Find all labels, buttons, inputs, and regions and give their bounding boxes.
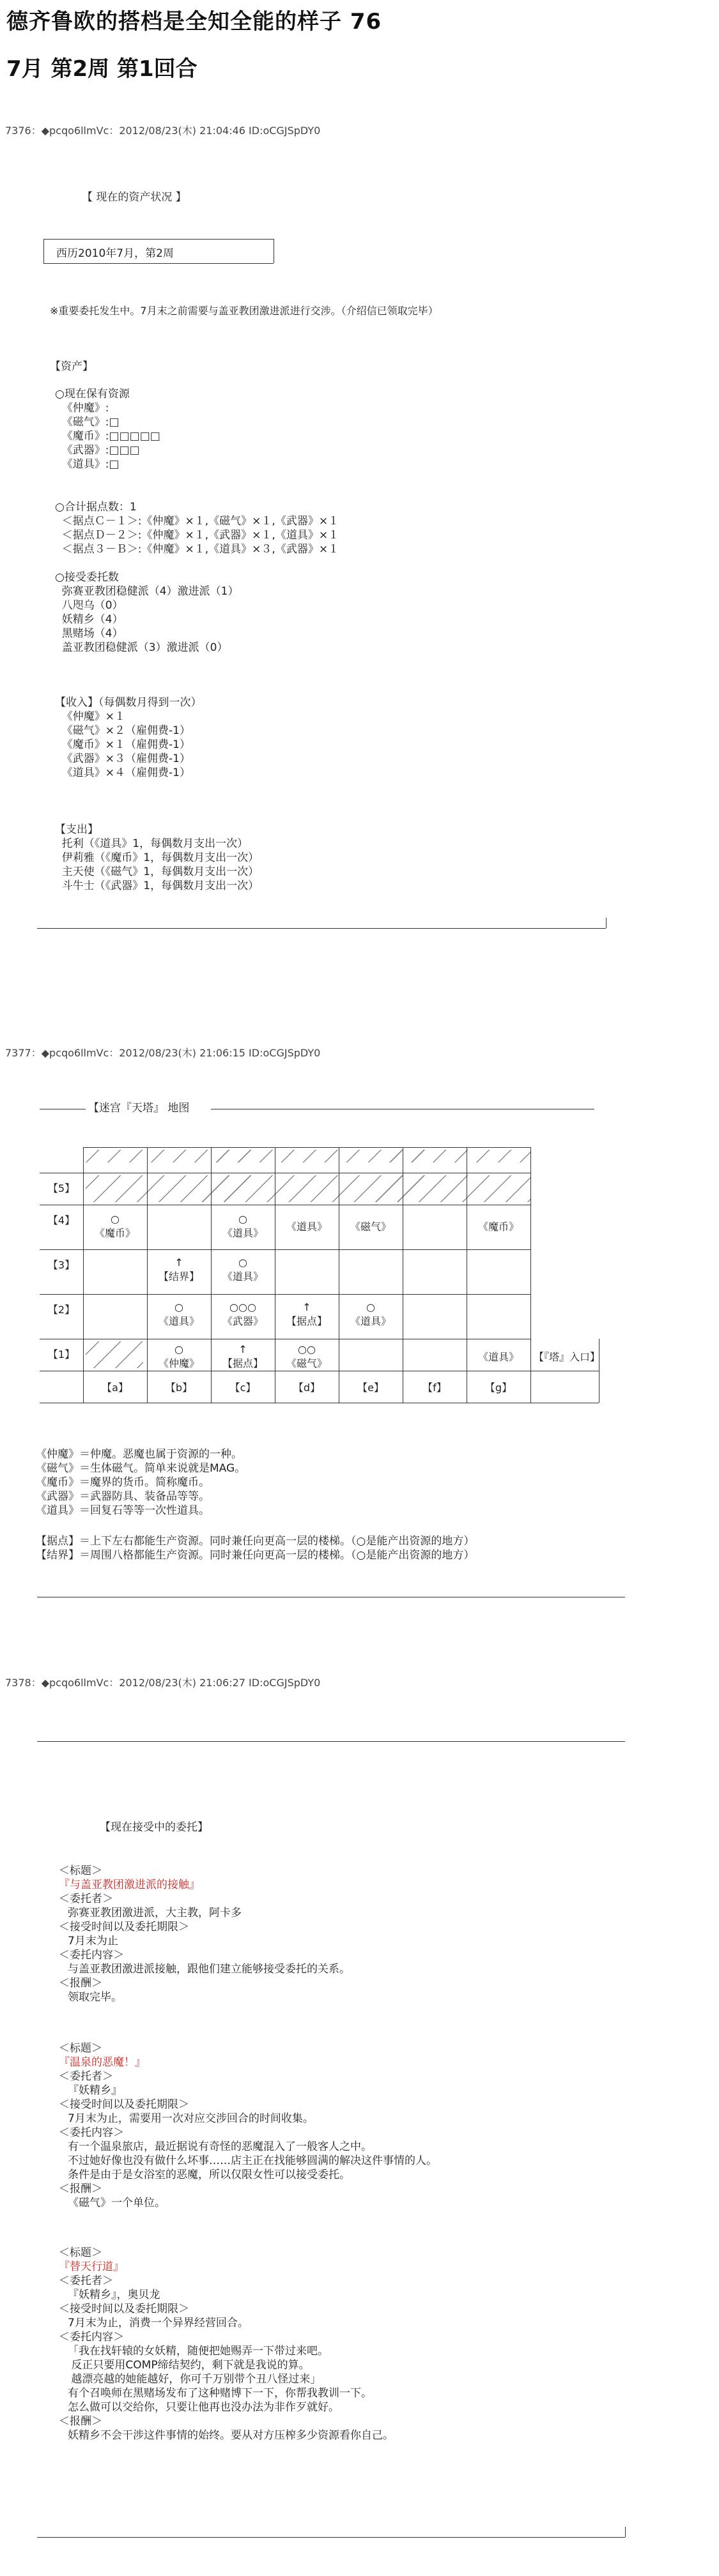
list-item: 《武器》×３（雇佣费-1）: [55, 752, 191, 765]
list-item: 弥赛亚教团稳健派（4）激进派（1）: [55, 585, 239, 598]
grid-line: [83, 1147, 530, 1148]
field-label: ＜标题＞: [59, 2042, 102, 2055]
field-label: ＜委托内容＞: [59, 1949, 124, 1962]
request-deadline: 7月末为止，消费一个异界经营回合。: [68, 2317, 249, 2329]
asset-heading: 【 现在的资产状况 】: [82, 191, 187, 204]
col-label: 【d】: [293, 1382, 321, 1394]
legend-item: 《磁气》＝生体磁气。简单来说就是MAG。: [36, 1462, 246, 1475]
map-cell: ○ 《仲魔》: [158, 1343, 199, 1369]
request-card: [59, 1864, 350, 2004]
notice-text: ※重要委托发生中。7月末之前需要与盖亚教团激进派进行交涉。（介绍信已领取完毕）: [50, 305, 438, 317]
legend-list: [36, 1447, 245, 1518]
list-item: 《仲魔》×１: [55, 710, 126, 723]
row-label: 【1】: [47, 1348, 75, 1360]
map-title: 【迷宫『天塔』 地图: [88, 1102, 190, 1115]
col-label: 【f】: [422, 1382, 447, 1394]
field-label: ＜委托内容＞: [59, 2331, 124, 2344]
request-title: 『替天行道』: [59, 2260, 124, 2273]
list-item: 黑赌场（4）: [55, 627, 123, 640]
income-list: [55, 696, 202, 780]
map-cell: 《磁气》: [350, 1221, 391, 1233]
map-cell: ○ 《道具》: [350, 1301, 391, 1327]
grid-line: [530, 1147, 531, 1403]
legend-item: 《魔币》＝魔界的货币。简称魔币。: [36, 1476, 210, 1489]
request-reward: 妖精乡不会干涉这件事情的始终。要从对方压榨多少资源看你自己。: [68, 2429, 394, 2442]
list-item: 托利（《道具》1，每偶数月支出一次）: [55, 837, 249, 850]
map-cell: 《道具》: [477, 1351, 519, 1363]
map-cell: ○ 《魔币》: [94, 1213, 135, 1239]
list-item: 《道具》:□: [55, 458, 120, 471]
legend-item: 《武器》＝武器防具、装备品等等。: [36, 1490, 210, 1503]
hatch-row5: [86, 1175, 530, 1202]
map-cell: 《道具》: [286, 1221, 327, 1233]
request-deadline: 7月末为止，需要用一次对应交涉回合的时间收集。: [68, 2112, 314, 2125]
list-item: ＜据点Ｃ－１＞:《仲魔》×１,《磁气》×１,《武器》×１: [55, 515, 339, 528]
request-reward: 领取完毕。: [68, 1991, 122, 2004]
request-content: 有一个温泉旅店，最近据说有奇怪的恶魔混入了一般客人之中。: [68, 2140, 372, 2153]
list-item: 《道具》×４（雇佣费-1）: [55, 766, 191, 779]
divider: [625, 2527, 626, 2537]
list-item: 《磁气》×２（雇佣费-1）: [55, 724, 191, 737]
request-content: 越漂亮越的她能越好，你可千万别带个丑八怪过来」: [68, 2373, 321, 2386]
col-label: 【e】: [357, 1382, 384, 1394]
post-meta: 7378：◆pcqo6llmVc：2012/08/23(木) 21:06:27 ID:oCGJSpDY0: [5, 1677, 321, 1689]
map-cell: ○ 《道具》: [222, 1213, 263, 1239]
divider: [43, 263, 274, 264]
legend-item: 【结界】＝周围八格都能生产资源。同时兼任向更高一层的楼梯。（○是能产出资源的地方）: [36, 1549, 475, 1562]
row-label: 【3】: [47, 1259, 75, 1271]
map-cell: ○ 《道具》: [158, 1301, 199, 1327]
date-label: 西历2010年7月，第2周: [56, 247, 174, 260]
grid-line: [40, 1294, 530, 1295]
list-item: ○合计据点数：1: [55, 501, 137, 514]
request-deadline: 7月末为止: [68, 1935, 118, 1947]
divider: [37, 2537, 625, 2538]
map-cell: ↑ 【结界】: [158, 1256, 199, 1283]
divider: [43, 239, 274, 240]
divider: [37, 1741, 625, 1742]
holdings-list: [55, 387, 160, 471]
map-cell: 《魔币》: [477, 1221, 519, 1233]
request-content: 有个召唤师在黑赌场发布了这种赌博下一下，你帮我教训一下。: [68, 2387, 372, 2400]
tower-entrance: 【『塔』入口】: [533, 1351, 600, 1363]
field-label: ＜报酬＞: [59, 2183, 102, 2195]
legend-item: 《仲魔》＝仲魔。恶魔也属于资源的一种。: [36, 1448, 242, 1461]
request-title: 『与盖亚教团激进派的接触』: [59, 1879, 200, 1891]
request-content: 「我在找轩辕的女妖精，随便把她赐弄一下带过来吧。: [68, 2345, 329, 2358]
list-item: 《魔币》:□□□□□: [55, 430, 160, 443]
list-item: ○接受委托数: [55, 571, 119, 584]
col-label: 【a】: [102, 1382, 128, 1394]
field-label: ＜报酬＞: [59, 1977, 102, 1990]
field-label: ＜报酬＞: [59, 2415, 102, 2428]
request-card: [59, 2041, 437, 2210]
field-label: ＜委托者＞: [59, 2070, 113, 2083]
list-item: 斗牛士（《武器》1，每偶数月支出一次）: [55, 880, 259, 892]
request-content: 与盖亚教团激进派接触，跟他们建立能够接受委托的关系。: [68, 1963, 350, 1976]
grid-line: [40, 1249, 530, 1250]
list-item: 《武器》:□□□: [55, 444, 140, 457]
list-item: 【收入】（每偶数月得到一次）: [55, 696, 202, 709]
request-content: 反正只要用COMP缔结契约，剩下就是我说的算。: [68, 2359, 310, 2372]
expense-list: [55, 823, 259, 893]
list-item: 《仲魔》:: [55, 402, 109, 415]
map-cell: ↑ 【据点】: [286, 1301, 327, 1327]
list-item: 《魔币》×１（雇佣费-1）: [55, 738, 191, 751]
legend-list: [36, 1534, 474, 1562]
request-reward: 《磁气》一个单位。: [68, 2197, 166, 2209]
list-item: 主天使（《磁气》1，每偶数月支出一次）: [55, 865, 259, 878]
field-label: ＜接受时间以及委托期限＞: [59, 1921, 189, 1933]
page-title: 德齐鲁欧的搭档是全知全能的样子 76: [6, 9, 382, 34]
post-meta: 7377：◆pcqo6llmVc：2012/08/23(木) 21:06:15 ID:oCGJSpDY0: [5, 1047, 321, 1059]
assets-title: 【资产】: [50, 360, 93, 373]
post-meta: 7376：◆pcqo6llmVc：2012/08/23(木) 21:04:46 ID:oCGJSpDY0: [5, 125, 321, 137]
list-item: 妖精乡（4）: [55, 613, 123, 626]
map-cell: ↑ 【据点】: [222, 1343, 263, 1369]
field-label: ＜接受时间以及委托期限＞: [59, 2303, 189, 2315]
list-item: 盖亚教团稳健派（3）激进派（0）: [55, 641, 228, 654]
field-label: ＜委托者＞: [59, 2275, 113, 2287]
list-item: 《磁气》:□: [55, 416, 120, 429]
list-item: 伊莉雅（《魔币》1，每偶数月支出一次）: [55, 851, 259, 864]
map-cell: ○○○ 《武器》: [222, 1301, 263, 1327]
bases-list: [55, 500, 339, 556]
list-item: ○现在保有资源: [55, 388, 130, 400]
row-label: 【4】: [47, 1214, 75, 1226]
field-label: ＜标题＞: [59, 1864, 102, 1877]
col-label: 【c】: [229, 1382, 256, 1394]
field-label: ＜接受时间以及委托期限＞: [59, 2098, 189, 2111]
divider: [37, 928, 606, 929]
requests-heading: 【现在接受中的委托】: [100, 1821, 208, 1834]
legend-item: 【据点】＝上下左右都能生产资源。同时兼任向更高一层的楼梯。（○是能产出资源的地方）: [36, 1535, 475, 1548]
field-label: ＜委托内容＞: [59, 2126, 124, 2139]
map-cell: ○○ 《磁气》: [286, 1343, 327, 1369]
field-label: ＜标题＞: [59, 2246, 102, 2259]
clients-list: [55, 570, 238, 655]
request-client: 『妖精乡』: [68, 2084, 122, 2097]
grid-line: [83, 1147, 84, 1403]
legend-item: 《道具》＝回复石等等一次性道具。: [36, 1504, 210, 1517]
request-content: 不过她好像也没有做什么坏事……店主正在找能够圆满的解决这件事情的人。: [68, 2154, 437, 2167]
divider: [606, 918, 607, 928]
list-item: ＜据点３－Ｂ＞:《仲魔》×１,《道具》×３,《武器》×１: [55, 543, 339, 556]
page-subtitle: 7月 第2周 第1回合: [6, 56, 197, 82]
hatch-strip: [86, 1150, 530, 1162]
list-item: 八咫乌（0）: [55, 599, 123, 612]
col-label: 【b】: [165, 1382, 193, 1394]
list-item: 【支出】: [55, 823, 98, 836]
divider: [43, 239, 44, 263]
request-content: 条件是由于是女浴室的恶魔，所以仅限女性可以接受委托。: [68, 2168, 350, 2181]
request-client: 『妖精乡』，奥贝龙: [68, 2289, 160, 2301]
field-label: ＜委托者＞: [59, 1893, 113, 1905]
map-cell: ○ 《道具》: [222, 1256, 263, 1283]
row-label: 【5】: [47, 1182, 75, 1194]
request-card: [59, 2246, 394, 2443]
request-title: 『温泉的恶魔！』: [59, 2056, 146, 2069]
request-client: 弥赛亚教团激进派，大主教，阿卡多: [68, 1907, 242, 1919]
col-label: 【g】: [484, 1382, 513, 1394]
hatch-cell: [86, 1341, 143, 1368]
row-label: 【2】: [47, 1304, 75, 1316]
list-item: ＜据点Ｄ－２＞:《仲魔》×１,《武器》×１,《道具》×１: [55, 529, 339, 542]
request-content: 怎么做可以交给你，只要让他再也没办法为非作歹就好。: [68, 2401, 339, 2414]
